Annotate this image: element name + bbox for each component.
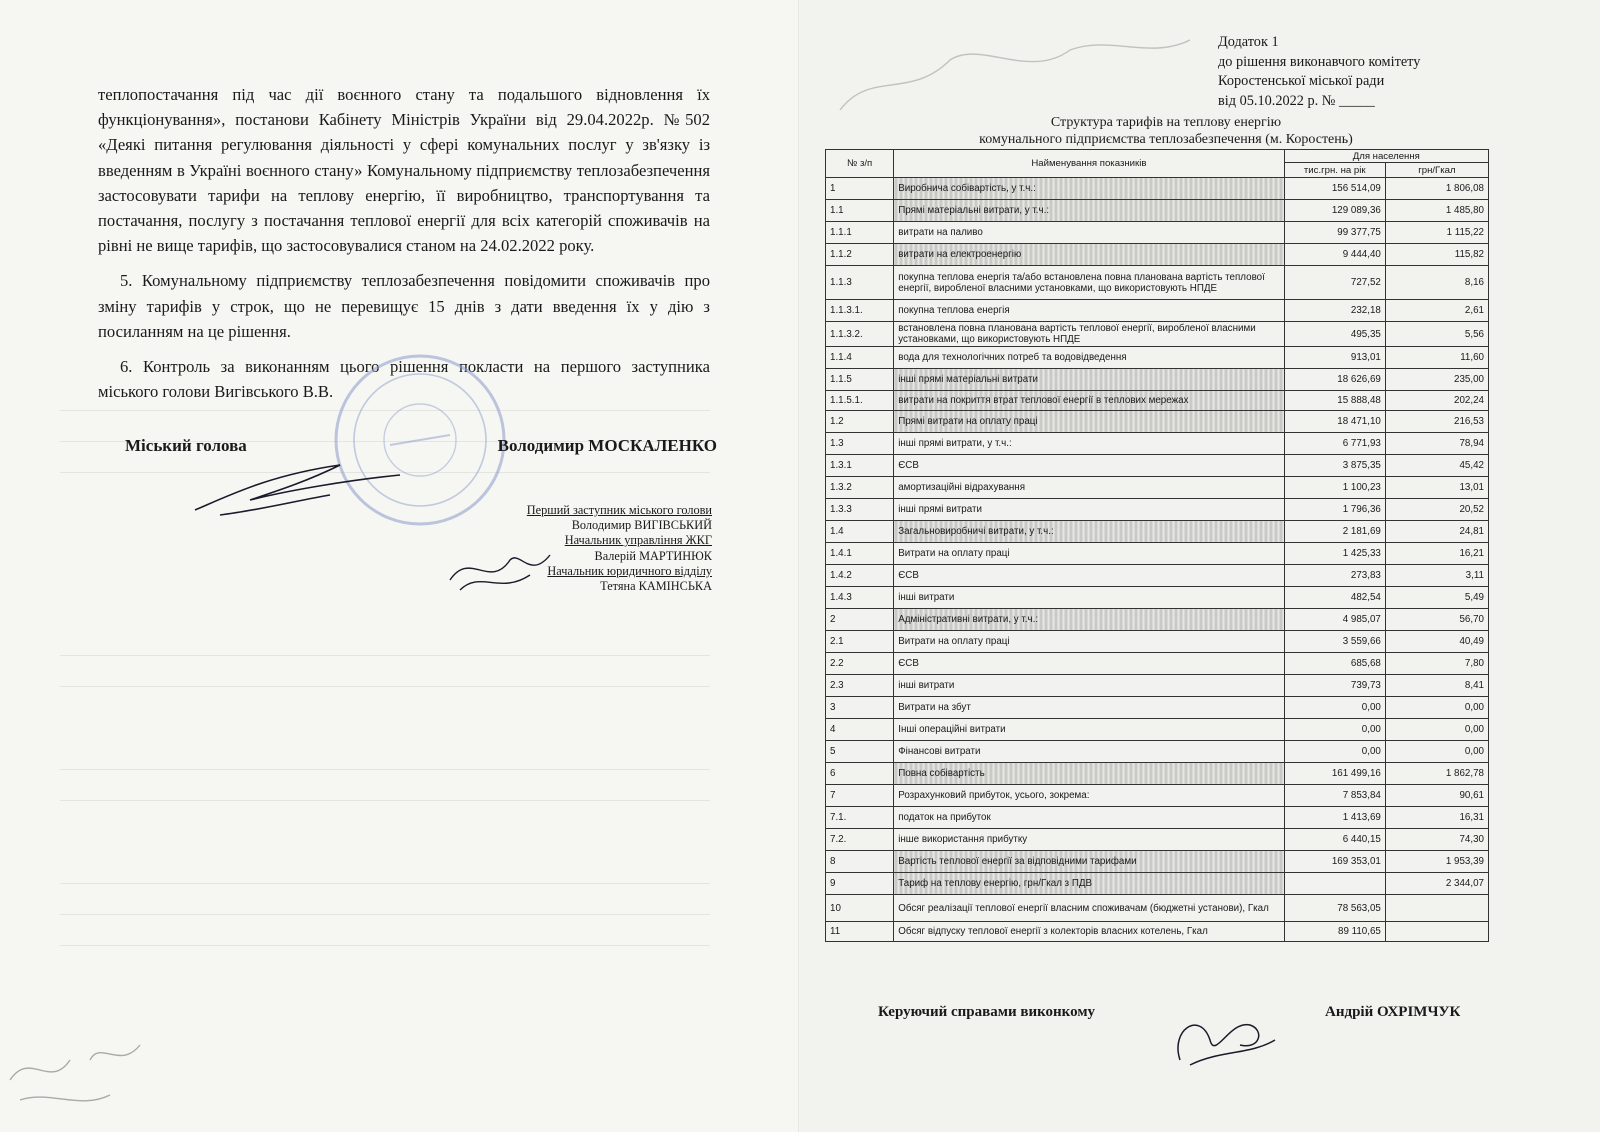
approval-line: Тетяна КАМІНСЬКА (600, 579, 712, 594)
table-row (826, 697, 1489, 719)
row-name: ЄСВ (894, 565, 1284, 587)
row-value-per-gcal: 20,52 (1385, 499, 1488, 521)
executive-signature (1160, 1000, 1280, 1070)
row-value-per-gcal: 2,61 (1385, 300, 1488, 322)
row-value-per-gcal: 3,11 (1385, 565, 1488, 587)
row-number: 1.2 (826, 411, 894, 433)
row-name: витрати на паливо (894, 222, 1284, 244)
row-value-per-gcal: 1 862,78 (1385, 763, 1488, 785)
row-name: інші витрати (894, 587, 1284, 609)
row-number: 3 (826, 697, 894, 719)
row-value-per-year: 2 181,69 (1284, 521, 1385, 543)
row-name: Розрахунковий прибуток, усього, зокрема: (894, 785, 1284, 807)
row-number: 1.1.4 (826, 347, 894, 369)
row-value-per-year: 1 100,23 (1284, 477, 1385, 499)
row-value-per-gcal: 1 485,80 (1385, 200, 1488, 222)
row-name: інші прямі витрати, у т.ч.: (894, 433, 1284, 455)
row-name: Обсяг реалізації теплової енергії власним споживачам (бюджетні установи), Гкал (894, 895, 1284, 922)
row-value-per-gcal: 16,31 (1385, 807, 1488, 829)
table-row (826, 719, 1489, 741)
table-row (826, 543, 1489, 565)
row-value-per-gcal: 216,53 (1385, 411, 1488, 433)
handwritten-corner-mark (0, 1020, 150, 1120)
row-value-per-gcal: 7,80 (1385, 653, 1488, 675)
table-row (826, 521, 1489, 543)
mayor-signature-line (125, 436, 717, 456)
table-row (826, 244, 1489, 266)
table-row (826, 763, 1489, 785)
approval-signatures (440, 540, 560, 600)
header-number: № з/п (826, 150, 894, 178)
row-value-per-gcal: 235,00 (1385, 369, 1488, 391)
row-number: 1.4 (826, 521, 894, 543)
row-value-per-gcal: 40,49 (1385, 631, 1488, 653)
row-name: Витрати на збут (894, 697, 1284, 719)
row-value-per-year: 232,18 (1284, 300, 1385, 322)
row-value-per-gcal: 1 115,22 (1385, 222, 1488, 244)
addendum-line: Коростенської міської ради (1218, 73, 1385, 89)
row-value-per-gcal: 2 344,07 (1385, 873, 1488, 895)
table-row (826, 347, 1489, 369)
row-value-per-year: 18 471,10 (1284, 411, 1385, 433)
row-value-per-year: 0,00 (1284, 697, 1385, 719)
row-value-per-year: 739,73 (1284, 675, 1385, 697)
row-number: 1.1.1 (826, 222, 894, 244)
footer-signatory-name: Андрій ОХРІМЧУК (1325, 1004, 1461, 1020)
row-number: 1.1.3 (826, 266, 894, 300)
table-row (826, 322, 1489, 347)
table-row (826, 653, 1489, 675)
addendum-line: Додаток 1 (1218, 34, 1279, 50)
row-name: Обсяг відпуску теплової енергії з колекторів власних котелень, Гкал (894, 922, 1284, 942)
row-value-per-year: 1 796,36 (1284, 499, 1385, 521)
row-name: Витрати на оплату праці (894, 631, 1284, 653)
row-name: ЄСВ (894, 455, 1284, 477)
row-value-per-year: 3 875,35 (1284, 455, 1385, 477)
row-value-per-gcal (1385, 895, 1488, 922)
footer-signatory-title: Керуючий справами виконкому (878, 1004, 1096, 1020)
approval-line: Начальник управління ЖКГ (564, 533, 712, 548)
table-row (826, 873, 1489, 895)
table-title: Структура тарифів на теплову енергію (1050, 115, 1282, 130)
addendum-line: до рішення виконавчого комітету (1218, 53, 1421, 70)
row-name: витрати на електроенергію (894, 244, 1284, 266)
row-value-per-gcal: 0,00 (1385, 697, 1488, 719)
mayor-title: Міський голова (125, 436, 247, 455)
mayor-name: Володимир МОСКАЛЕНКО (497, 436, 717, 455)
row-number: 1.4.1 (826, 543, 894, 565)
row-value-per-gcal: 0,00 (1385, 741, 1488, 763)
row-value-per-gcal: 5,56 (1385, 322, 1488, 347)
row-value-per-gcal: 0,00 (1385, 719, 1488, 741)
row-value-per-gcal: 45,42 (1385, 455, 1488, 477)
approval-line: Перший заступник міського голови (526, 503, 712, 517)
row-number: 2.3 (826, 675, 894, 697)
row-name: інші прямі матеріальні витрати (894, 369, 1284, 391)
table-row (826, 200, 1489, 222)
row-value-per-year: 15 888,48 (1284, 391, 1385, 411)
row-name: покупна теплова енергія та/або встановлена повна планована вартість теплової енергії, виробленої власними установками, що використовують НПДЕ (894, 266, 1284, 300)
addendum-line: від 05.10.2022 р. № _____ (1218, 92, 1375, 109)
row-value-per-gcal: 74,30 (1385, 829, 1488, 851)
row-value-per-year: 273,83 (1284, 565, 1385, 587)
row-value-per-year: 89 110,65 (1284, 922, 1385, 942)
row-name: покупна теплова енергія (894, 300, 1284, 322)
table-row (826, 369, 1489, 391)
row-value-per-gcal: 115,82 (1385, 244, 1488, 266)
header-name: Найменування показників (894, 150, 1284, 178)
table-row (826, 411, 1489, 433)
row-value-per-year (1284, 873, 1385, 895)
row-value-per-gcal: 202,24 (1385, 391, 1488, 411)
row-number: 1 (826, 178, 894, 200)
table-row (826, 631, 1489, 653)
row-value-per-year: 495,35 (1284, 322, 1385, 347)
row-value-per-year: 156 514,09 (1284, 178, 1385, 200)
header-per-year: тис.грн. на рік (1284, 163, 1385, 178)
row-name: Фінансові витрати (894, 741, 1284, 763)
approval-line: Валерій МАРТИНЮК (594, 548, 712, 563)
row-value-per-year: 18 626,69 (1284, 369, 1385, 391)
table-row (826, 587, 1489, 609)
row-number: 1.1.5 (826, 369, 894, 391)
row-name: Виробнича собівартість, у т.ч.: (894, 178, 1284, 200)
table-row (826, 266, 1489, 300)
row-number: 7 (826, 785, 894, 807)
table-row (826, 433, 1489, 455)
table-subtitle: комунального підприємства теплозабезпечення (м. Коростень) (979, 132, 1353, 147)
row-name: Витрати на оплату праці (894, 543, 1284, 565)
row-number: 1.1.5.1. (826, 391, 894, 411)
table-row (826, 785, 1489, 807)
row-value-per-gcal: 1 806,08 (1385, 178, 1488, 200)
paragraph-item-5: 5. Комунальному підприємству теплозабезпечення повідомити споживачів про зміну тарифів у строк, що не перевищує 15 днів з дати введення їх у дію з посиланням на це рішення. (98, 271, 710, 341)
row-number: 4 (826, 719, 894, 741)
row-value-per-year: 169 353,01 (1284, 851, 1385, 873)
table-row (826, 178, 1489, 200)
row-number: 1.3.2 (826, 477, 894, 499)
row-name: Загальновиробничі витрати, у т.ч.: (894, 521, 1284, 543)
row-value-per-gcal (1385, 922, 1488, 942)
row-value-per-year: 0,00 (1284, 741, 1385, 763)
row-number: 2 (826, 609, 894, 631)
row-value-per-gcal: 13,01 (1385, 477, 1488, 499)
row-number: 1.4.2 (826, 565, 894, 587)
addendum-header (1218, 33, 1420, 111)
row-name: інші витрати (894, 675, 1284, 697)
table-row (826, 922, 1489, 942)
row-value-per-year: 7 853,84 (1284, 785, 1385, 807)
row-name: Вартість теплової енергії за відповідними тарифами (894, 851, 1284, 873)
table-row (826, 609, 1489, 631)
row-number: 6 (826, 763, 894, 785)
row-value-per-gcal: 1 953,39 (1385, 851, 1488, 873)
row-value-per-year: 4 985,07 (1284, 609, 1385, 631)
row-value-per-gcal: 5,49 (1385, 587, 1488, 609)
row-name: Прямі матеріальні витрати, у т.ч.: (894, 200, 1284, 222)
row-number: 1.4.3 (826, 587, 894, 609)
row-value-per-year: 3 559,66 (1284, 631, 1385, 653)
row-number: 1.1.3.1. (826, 300, 894, 322)
table-row (826, 391, 1489, 411)
row-name: інше використання прибутку (894, 829, 1284, 851)
row-name: Прямі витрати на оплату праці (894, 411, 1284, 433)
row-value-per-year: 727,52 (1284, 266, 1385, 300)
table-row (826, 895, 1489, 922)
row-number: 8 (826, 851, 894, 873)
table-row (826, 741, 1489, 763)
row-name: вода для технологічних потреб та водовідведення (894, 347, 1284, 369)
row-number: 1.3 (826, 433, 894, 455)
row-number: 1.3.3 (826, 499, 894, 521)
row-number: 9 (826, 873, 894, 895)
table-row (826, 829, 1489, 851)
paragraph-continuation: теплопостачання під час дії воєнного стану та подальшого відновлення їх функціонування», постанови Кабінету Міністрів України від 29.04.2022р. №502 «Деякі питання регулювання діяльності у сфері комунальних послуг у зв'язку із введенням в Україні воєнного стану» Комунальному підприємству теплозабезпечення застосовувати тарифи на теплову енергію, її виробництво, транспортування та постачання, послугу з постачання теплової енергії для всіх категорій споживачів на рівні не вище тарифів, що застосовувалися станом на 24.02.2022 року. (98, 85, 710, 256)
row-number: 1.1 (826, 200, 894, 222)
table-row (826, 300, 1489, 322)
row-value-per-gcal: 56,70 (1385, 609, 1488, 631)
row-name: Тариф на теплову енергію, грн/Гкал з ПДВ (894, 873, 1284, 895)
approval-line: Володимир ВИГІВСЬКИЙ (571, 518, 712, 533)
row-number: 2.1 (826, 631, 894, 653)
row-value-per-year: 129 089,36 (1284, 200, 1385, 222)
row-value-per-year: 6 440,15 (1284, 829, 1385, 851)
row-number: 11 (826, 922, 894, 942)
row-name: витрати на покриття втрат теплової енергії в теплових мережах (894, 391, 1284, 411)
header-group: Для населення (1284, 150, 1488, 163)
row-number: 1.1.2 (826, 244, 894, 266)
row-value-per-year: 78 563,05 (1284, 895, 1385, 922)
row-value-per-year: 6 771,93 (1284, 433, 1385, 455)
table-row (826, 675, 1489, 697)
row-number: 2.2 (826, 653, 894, 675)
table-row (826, 222, 1489, 244)
tariff-structure-table (825, 149, 1489, 942)
row-value-per-year: 913,01 (1284, 347, 1385, 369)
table-row (826, 477, 1489, 499)
row-value-per-gcal: 8,16 (1385, 266, 1488, 300)
row-name: ЄСВ (894, 653, 1284, 675)
table-row (826, 807, 1489, 829)
row-name: встановлена повна планована вартість теплової енергії, виробленої власними установками, що використовують НПДЕ (894, 322, 1284, 347)
row-name: Інші операційні витрати (894, 719, 1284, 741)
row-number: 1.3.1 (826, 455, 894, 477)
row-value-per-gcal: 8,41 (1385, 675, 1488, 697)
row-value-per-year: 1 413,69 (1284, 807, 1385, 829)
row-name: Адміністративні витрати, у т.ч.: (894, 609, 1284, 631)
row-value-per-year: 482,54 (1284, 587, 1385, 609)
row-value-per-gcal: 90,61 (1385, 785, 1488, 807)
row-value-per-year: 0,00 (1284, 719, 1385, 741)
row-number: 10 (826, 895, 894, 922)
header-per-gcal: грн/Гкал (1385, 163, 1488, 178)
table-row (826, 455, 1489, 477)
row-value-per-year: 99 377,75 (1284, 222, 1385, 244)
row-number: 7.1. (826, 807, 894, 829)
row-name: податок на прибуток (894, 807, 1284, 829)
row-value-per-year: 685,68 (1284, 653, 1385, 675)
paragraph-item-6: 6. Контроль за виконанням цього рішення покласти на першого заступника міського голови Вигівського В.В. (98, 357, 710, 402)
row-value-per-gcal: 24,81 (1385, 521, 1488, 543)
row-value-per-gcal: 11,60 (1385, 347, 1488, 369)
row-value-per-year: 1 425,33 (1284, 543, 1385, 565)
approval-line: Начальник юридичного відділу (547, 563, 712, 578)
table-row (826, 499, 1489, 521)
row-value-per-year: 161 499,16 (1284, 763, 1385, 785)
row-number: 7.2. (826, 829, 894, 851)
row-value-per-gcal: 16,21 (1385, 543, 1488, 565)
row-number: 1.1.3.2. (826, 322, 894, 347)
row-name: інші прямі витрати (894, 499, 1284, 521)
row-value-per-gcal: 78,94 (1385, 433, 1488, 455)
row-name: амортизаційні відрахування (894, 477, 1284, 499)
row-number: 5 (826, 741, 894, 763)
row-name: Повна собівартість (894, 763, 1284, 785)
row-value-per-year: 9 444,40 (1284, 244, 1385, 266)
mayor-signature (190, 455, 410, 525)
table-row (826, 851, 1489, 873)
table-row (826, 565, 1489, 587)
